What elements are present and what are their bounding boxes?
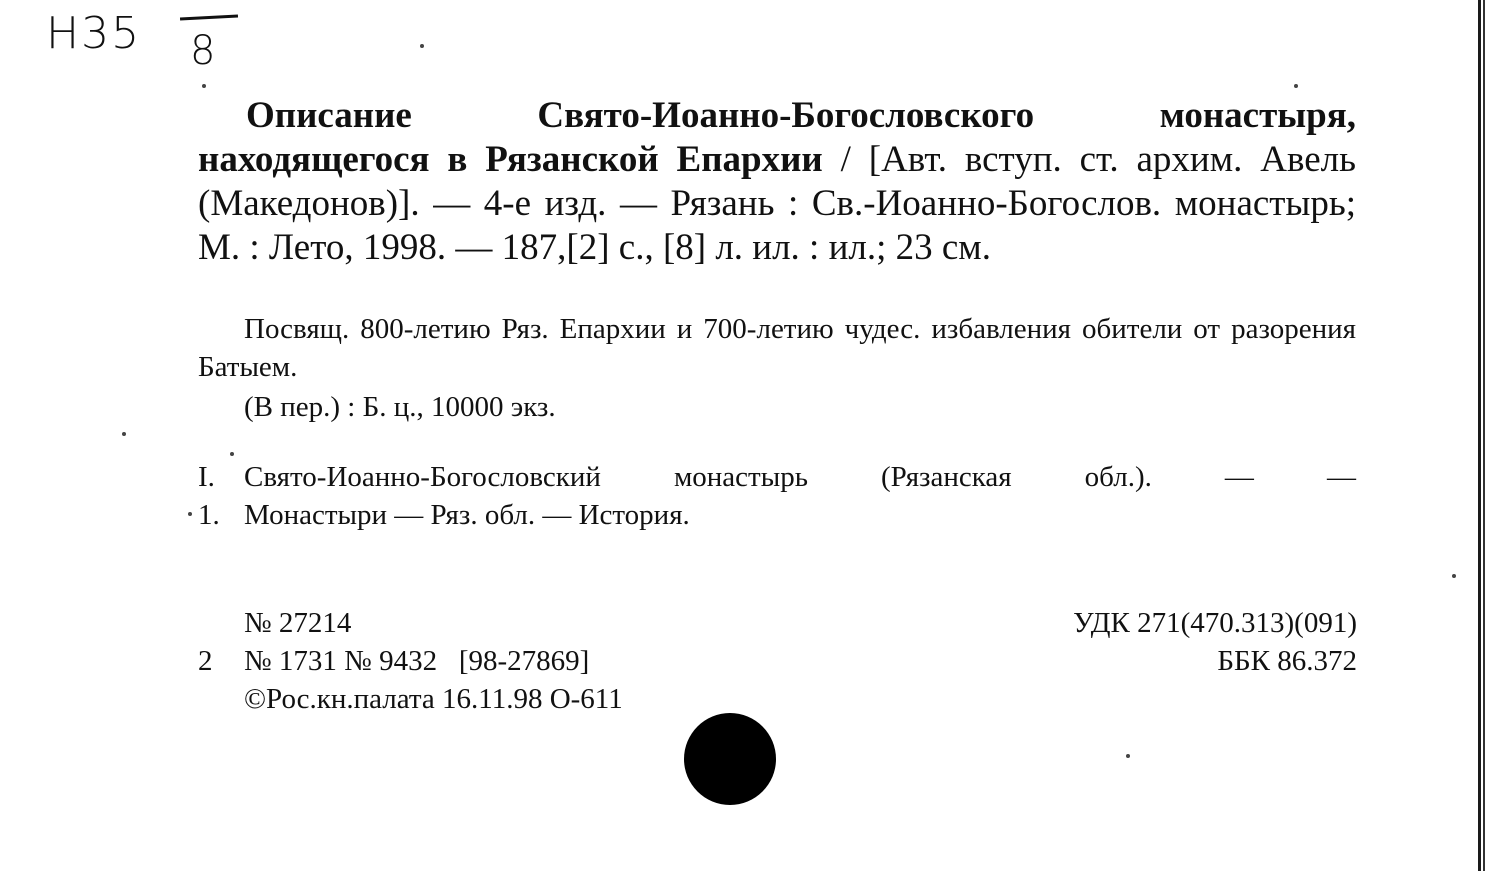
registry-line: [198, 642, 623, 680]
ink-speck: [1126, 754, 1130, 758]
card-punch-hole: [684, 713, 776, 805]
ink-speck: [188, 512, 192, 516]
subject-number: I.: [198, 461, 215, 493]
publication-details: / [Авт. вступ. ст. архим. Авель (Македонов)]. — 4-е изд. — Рязань : Св.-Иоанно-Богослов. монастырь; М. : Лето, 1998. — 187,[2] с., [8] л. ил. : ил.; 23 см.: [198, 139, 1356, 268]
ink-speck: [420, 44, 424, 48]
udk-code: УДК 271(470.313)(091): [1073, 607, 1357, 639]
dedication-note: Посвящ. 800-летию Ряз. Епархии и 700-летию чудес. избавления обители от разорения Батыем.: [198, 313, 1356, 383]
registry-text: № 27214: [244, 607, 352, 639]
binding-note: (В пер.) : Б. ц., 10000 экз.: [244, 391, 556, 423]
registry-block: [198, 604, 623, 718]
subject-text: Свято-Иоанно-Богословский монастырь (Рязанская обл.). — —: [244, 461, 1356, 493]
ink-speck: [202, 84, 206, 88]
fraction-denominator: 8: [190, 28, 216, 74]
classification-block: [1073, 604, 1357, 680]
ink-speck: [230, 452, 234, 456]
ink-speck: [1294, 84, 1298, 88]
subject-row: [198, 496, 1356, 534]
ink-speck: [1452, 574, 1456, 578]
handwritten-fraction: [180, 16, 238, 74]
registry-prefix: 2: [198, 645, 213, 677]
bbk-code: ББК 86.372: [1217, 645, 1357, 677]
card-edge: [1478, 0, 1481, 871]
ink-speck: [122, 432, 126, 436]
handwritten-shelfmark: Н35: [46, 8, 142, 59]
registry-prefix: [198, 680, 244, 718]
book-title: Описание Свято-Иоанно-Богословского монастыря, находящегося в Рязанской Епархии: [198, 95, 1356, 180]
registry-line: [198, 680, 623, 718]
subject-row: [198, 458, 1356, 496]
subject-number: 1.: [198, 499, 220, 531]
fraction-bar: [180, 14, 238, 20]
registry-line: [198, 604, 623, 642]
main-entry: [198, 94, 1356, 270]
notes-block: [198, 310, 1356, 426]
registry-text: № 1731 № 9432 [98-27869]: [244, 645, 590, 677]
registry-prefix: [198, 604, 244, 642]
registry-text: ©Рос.кн.палата 16.11.98 О-611: [244, 683, 623, 715]
bibliographic-description: [198, 94, 1356, 270]
subject-headings: [198, 458, 1356, 534]
subject-text: Монастыри — Ряз. обл. — История.: [244, 499, 690, 531]
